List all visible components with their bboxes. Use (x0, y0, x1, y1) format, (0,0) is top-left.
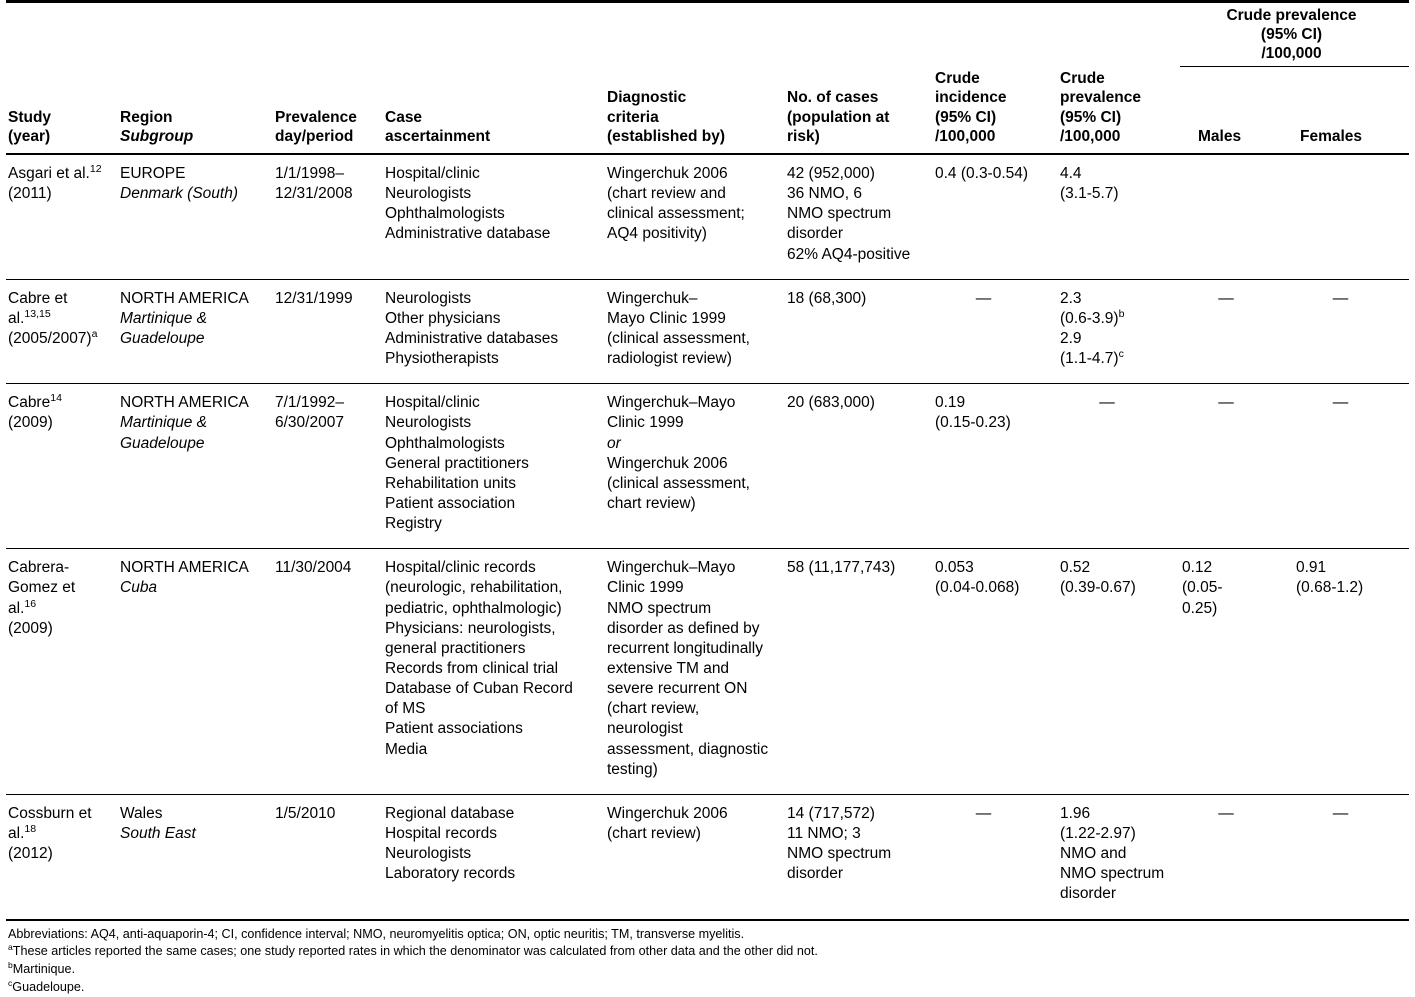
cell-crude-incidence: — (933, 794, 1058, 919)
footnotes-row (6, 920, 1409, 997)
studies-table (6, 0, 1409, 997)
cell-crude-incidence: 0.053 (0.04-0.068) (933, 549, 1058, 795)
cell-crude-prevalence: 2.3 $(0.6-3.9)^b$ 2.9 $(1.1-4.7)^c$ (1058, 279, 1180, 384)
region-name: EUROPE (120, 165, 186, 183)
cell-prevalence-period: 11/30/2004 (273, 549, 383, 795)
col-header-region (118, 66, 273, 154)
cell-crude-incidence: — (933, 279, 1058, 384)
footnote-abbreviations: Abbreviations: AQ4, anti-aquaporin-4; CI, confidence interval; NMO, neuromyelitis optica; ON, optic neuritis; TM, transverse myelitis. (8, 926, 745, 941)
cell-diagnostic-criteria: Wingerchuk– Mayo Clinic 1999 (clinical assessment, radiologist review) (605, 279, 785, 384)
cell-males: 0.12 (0.05- 0.25) (1180, 549, 1294, 795)
col-header-prevalence-line1: Prevalence (275, 108, 357, 126)
cell-crude-prevalence: 4.4 (3.1-5.7) (1060, 165, 1119, 203)
table-body (6, 154, 1409, 920)
study-year: (2011) (8, 185, 52, 203)
cell-females: — (1294, 279, 1409, 384)
cell-females: — (1294, 794, 1409, 919)
cell-crude-prevalence: — (1058, 384, 1180, 549)
cell-females: — (1294, 384, 1409, 549)
cell-females (1294, 154, 1409, 279)
col-header-prevalence-day (273, 66, 383, 154)
study-ref: 18 (24, 822, 37, 835)
study-ref: 14 (50, 392, 62, 405)
cell-region (118, 794, 273, 919)
col-header-incidence-line4: /100,000 (935, 127, 996, 145)
header-spacer (6, 2, 1180, 67)
cell-study (6, 279, 118, 384)
col-header-females: Females (1300, 127, 1363, 145)
study-year: (2009) (8, 619, 53, 637)
col-header-region-line1: Region (120, 108, 173, 126)
col-header-case-line1: Case (385, 108, 423, 126)
col-header-study (6, 66, 118, 154)
region-subgroup: Denmark (South) (120, 185, 239, 203)
table-row (6, 279, 1409, 384)
study-ref: 16 (24, 597, 37, 610)
cell-diagnostic-criteria: Wingerchuk–Mayo Clinic 1999 or Wingerchuk 2006 (clinical assessment, chart review) (605, 384, 785, 549)
col-header-case-ascertainment (383, 66, 605, 154)
col-header-prev-line1: Crude (1060, 70, 1105, 88)
cell-crude-incidence: 0.4 (0.3-0.54) (935, 165, 1029, 183)
cell-diagnostic-criteria: Wingerchuk 2006 (chart review) (605, 794, 785, 919)
region-name: NORTH AMERICA (120, 559, 249, 577)
cell-diagnostic-criteria: Wingerchuk 2006 (chart review and clinical assessment; AQ4 positivity) (607, 165, 745, 243)
col-header-diagnostic-criteria (605, 66, 785, 154)
cell-study: Cossburn et al.$^{18}$ (2012) (6, 794, 118, 919)
col-header-males: Males (1198, 127, 1242, 145)
cell-prevalence-period: 7/1/1992– 6/30/2007 (273, 384, 383, 549)
cell-males: — (1180, 384, 1294, 549)
region-subgroup: Martinique & (120, 309, 208, 327)
group-header-line2: (95% CI) (1260, 26, 1323, 44)
study-name: Asgari et al.$^{12}$ (2011) (8, 162, 102, 203)
col-header-prev-line4: /100,000 (1060, 127, 1121, 145)
group-header-line3: /100,000 (1261, 45, 1322, 63)
cell-region: NORTH AMERICA Martinique & Guadeloupe (118, 279, 273, 384)
region-subgroup: Martinique & (120, 414, 208, 432)
header-group-row (6, 2, 1409, 67)
study-ref: 13,15 (24, 307, 51, 320)
study-year: (2012) (8, 845, 53, 863)
group-header-line1: Crude prevalence (1226, 7, 1357, 24)
col-header-crude-incidence (933, 66, 1058, 154)
study-name: Cabre$^{14}$ (8, 392, 62, 412)
col-header-cases (785, 66, 933, 154)
cell-crude-incidence: 0.19 (0.15-0.23) (933, 384, 1058, 549)
table-row (6, 549, 1409, 795)
cell-study: Cabrera- Gomez et al.$^{16}$ (2009) (6, 549, 118, 795)
cell-prevalence-period: 1/1/1998– 12/31/2008 (275, 165, 353, 203)
region-name: NORTH AMERICA (120, 289, 249, 307)
table-row (6, 154, 1409, 279)
table-foot (6, 920, 1409, 997)
cell-region (118, 549, 273, 795)
cell-case-ascertainment: Neurologists Other physicians Administrative databases Physiotherapists (383, 279, 605, 384)
table-row (6, 384, 1409, 549)
cell-case-ascertainment: Hospital/clinic Neurologists Ophthalmologists General practitioners Rehabilitation units Patient association Registry (383, 384, 605, 549)
col-header-incidence-line2: incidence (935, 89, 1007, 107)
cell-crude-prevalence: 0.52 (0.39-0.67) (1058, 549, 1180, 795)
cell-females: 0.91 (0.68-1.2) (1294, 549, 1409, 795)
footnote-ref-b: b (1118, 307, 1125, 320)
study-name: Cabre et al.$^{13,15}$ (8, 289, 68, 327)
col-header-diag-line2: criteria (607, 108, 659, 126)
cell-region (118, 154, 273, 279)
col-header-incidence-line1: Crude (935, 70, 980, 88)
study-name: Cossburn et (8, 804, 92, 822)
cell-study (6, 154, 118, 279)
cell-cases: 20 (683,000) (785, 384, 933, 549)
table-row (6, 794, 1409, 919)
cell-study (6, 384, 118, 549)
col-header-prevalence-line2: day/period (275, 127, 354, 145)
header-row (6, 66, 1409, 154)
col-header-prev-line2: prevalence (1060, 89, 1141, 107)
study-year: $(2005/2007)^a$ (8, 327, 98, 348)
cell-males: — (1180, 794, 1294, 919)
col-header-study-line2: (year) (8, 127, 51, 145)
cell-cases: 14 (717,572) 11 NMO; 3 NMO spectrum disorder (785, 794, 933, 919)
cell-cases: 58 (11,177,743) (785, 549, 933, 795)
cell-crude-prevalence: 1.96 (1.22-2.97) NMO and NMO spectrum disorder (1058, 794, 1180, 919)
group-header-crude-prevalence (1180, 2, 1409, 67)
cell-case-ascertainment: Regional database Hospital records Neurologists Laboratory records (383, 794, 605, 919)
col-header-incidence-line3: (95% CI) (935, 108, 997, 126)
col-header-cases-line2: (population at (787, 108, 890, 126)
study-year-footnote-ref: a (91, 327, 98, 340)
col-header-diag-line1: Diagnostic (607, 89, 687, 107)
col-header-region-line2: Subgroup (120, 127, 194, 145)
region-name: Wales (120, 804, 163, 822)
col-header-crude-prevalence (1058, 66, 1180, 154)
region-name: NORTH AMERICA (120, 394, 249, 412)
cell-prevalence-period: 12/31/1999 (273, 279, 383, 384)
col-header-case-line2: ascertainment (385, 127, 491, 145)
cell-case-ascertainment: Hospital/clinic records (neurologic, rehabilitation, pediatric, ophthalmologic) Physicians: neurologists, general practitioners Records from clinical trial Database of Cuban Record of MS Patient associations Media (383, 549, 605, 795)
region-subgroup: South East (120, 824, 196, 842)
footnote-b: $^b$Martinique. (8, 960, 76, 977)
footnotes (6, 920, 1409, 997)
col-header-study-line1: Study (8, 108, 52, 126)
cell-diagnostic-criteria: Wingerchuk–Mayo Clinic 1999 NMO spectrum disorder as defined by recurrent longitudinally extensive TM and severe recurrent ON (chart review, neurologist assessment, diagnostic testing) (605, 549, 785, 795)
study-name: Cabrera- (8, 559, 70, 577)
study-year: (2009) (8, 414, 53, 432)
col-header-cases-line1: No. of cases (787, 89, 879, 107)
cell-prevalence-period: 1/5/2010 (273, 794, 383, 919)
col-header-cases-line3: risk) (787, 127, 820, 145)
footnote-c: $^c$Guadeloupe. (8, 977, 85, 995)
cell-males (1180, 154, 1294, 279)
region-subgroup: Cuba (120, 579, 158, 597)
col-header-diag-line3: (established by) (607, 127, 725, 145)
cell-cases: 42 (952,000) 36 NMO, 6 NMO spectrum disorder 62% AQ4-positive (787, 165, 911, 263)
footnote-ref-c: c (1118, 348, 1124, 360)
table-head (6, 2, 1409, 155)
col-header-prev-line3: (95% CI) (1060, 108, 1122, 126)
cell-cases: 18 (68,300) (785, 279, 933, 384)
footnote-a: $^a$These articles reported the same cases; one study reported rates in which the denominator was calculated from other data and the other did not. (8, 942, 818, 959)
cell-males: — (1180, 279, 1294, 384)
cell-region: NORTH AMERICA Martinique & Guadeloupe (118, 384, 273, 549)
study-ref: 12 (89, 162, 102, 175)
cell-case-ascertainment: Hospital/clinic Neurologists Ophthalmologists Administrative database (385, 165, 551, 243)
